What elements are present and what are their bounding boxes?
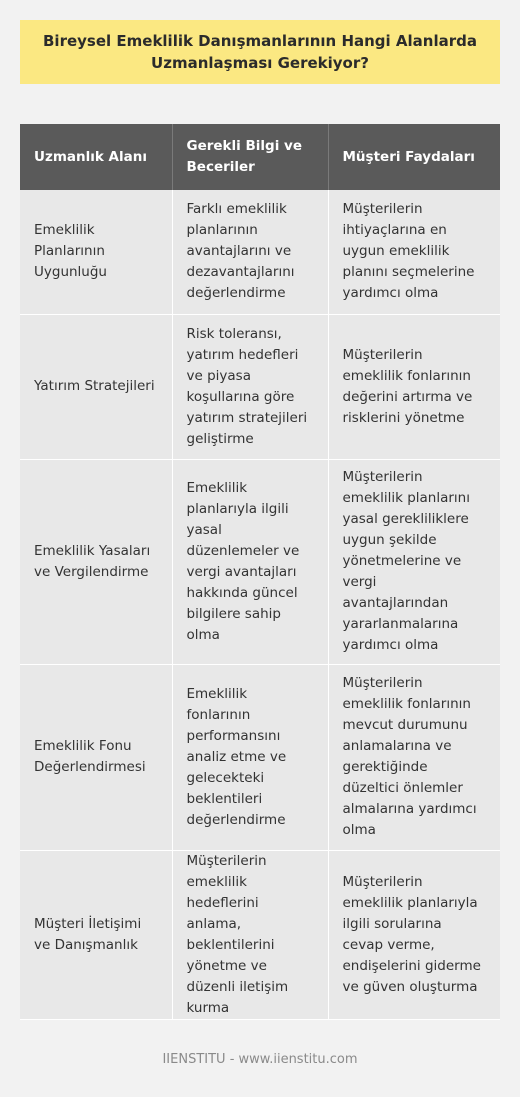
cell-required-skills: Emeklilik planlarıyla ilgili yasal düzenlemeler ve vergi avantajları hakkında güncel bilgilere sahip olma [172, 459, 328, 664]
footer-credit: IIENSTITU - www.iienstitu.com [162, 1052, 358, 1067]
table-row [20, 190, 500, 314]
cell-expertise-area: Emeklilik Planlarının Uygunluğu [20, 190, 172, 314]
header-expertise-area: Uzmanlık Alanı [20, 124, 172, 190]
cell-expertise-area: Emeklilik Fonu Değerlendirmesi [20, 664, 172, 850]
table-row [20, 459, 500, 664]
cell-client-benefits: Müşterilerin emeklilik planlarını yasal gerekliliklere uygun şekilde yönetmelerine ve vergi avantajlarından yararlanmalarına yardımcı olma [328, 459, 500, 664]
cell-required-skills: Emeklilik fonlarının performansını analiz etme ve gelecekteki beklentileri değerlendirme [172, 664, 328, 850]
cell-client-benefits: Müşterilerin emeklilik fonlarının mevcut durumunu anlamalarına ve gerektiğinde düzeltici önlemler almalarına yardımcı olma [328, 664, 500, 850]
cell-client-benefits: Müşterilerin emeklilik planlarıyla ilgili sorularına cevap verme, endişelerini giderme ve güven oluşturma [328, 850, 500, 1019]
table-row [20, 664, 500, 850]
specialization-table [20, 124, 500, 1020]
page-title: Bireysel Emeklilik Danışmanlarının Hangi Alanlarda Uzmanlaşması Gerekiyor? [43, 32, 477, 72]
cell-client-benefits: Müşterilerin emeklilik fonlarının değerini artırma ve risklerini yönetme [328, 314, 500, 459]
cell-required-skills: Müşterilerin emeklilik hedeflerini anlama, beklentilerini yönetme ve düzenli iletişim kurma [172, 850, 328, 1019]
cell-expertise-area: Emeklilik Yasaları ve Vergilendirme [20, 459, 172, 664]
table-header-row [20, 124, 500, 190]
header-required-skills: Gerekli Bilgi ve Beceriler [172, 124, 328, 190]
table-row [20, 850, 500, 1019]
table-row [20, 314, 500, 459]
header-client-benefits: Müşteri Faydaları [328, 124, 500, 190]
cell-client-benefits: Müşterilerin ihtiyaçlarına en uygun emeklilik planını seçmelerine yardımcı olma [328, 190, 500, 314]
cell-expertise-area: Müşteri İletişimi ve Danışmanlık [20, 850, 172, 1019]
cell-required-skills: Farklı emeklilik planlarının avantajlarını ve dezavantajlarını değerlendirme [172, 190, 328, 314]
cell-expertise-area: Yatırım Stratejileri [20, 314, 172, 459]
cell-required-skills: Risk toleransı, yatırım hedefleri ve piyasa koşullarına göre yatırım stratejileri geliştirme [172, 314, 328, 459]
title-banner [20, 20, 500, 84]
